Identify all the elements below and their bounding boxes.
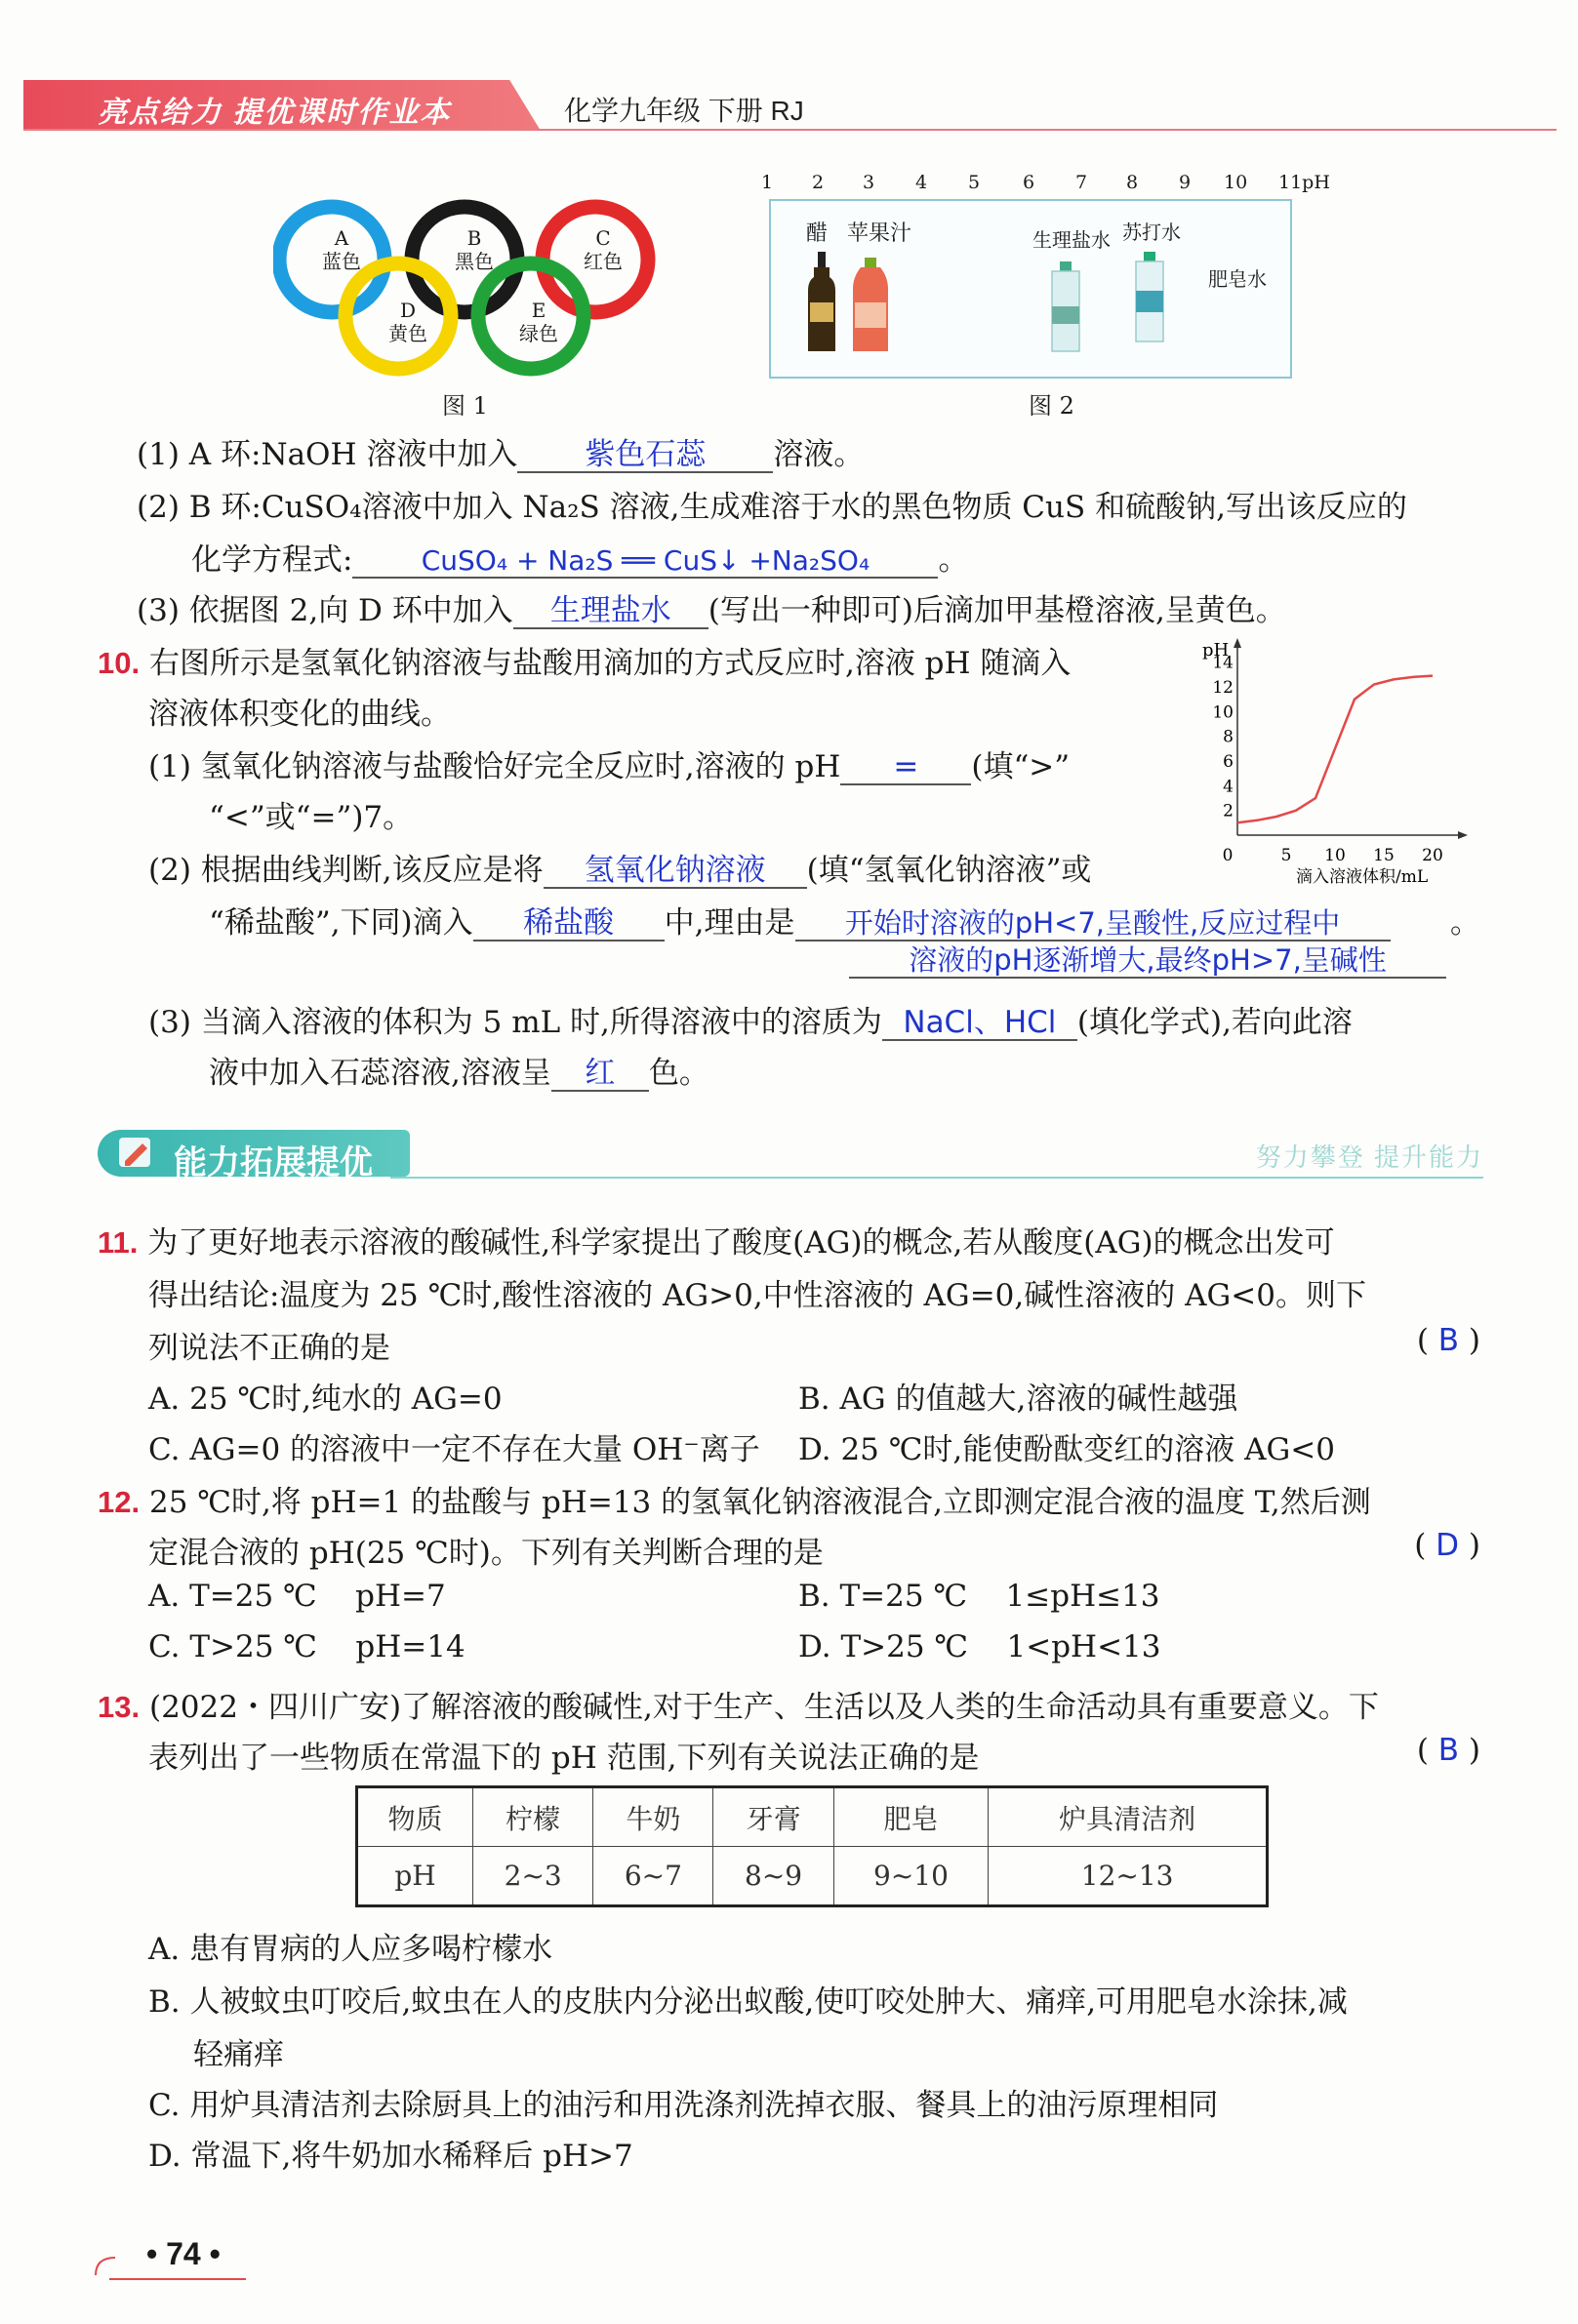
q13-answer: B xyxy=(1437,1733,1460,1768)
figure1-rings xyxy=(273,195,664,390)
q10-answer1: = xyxy=(840,750,971,785)
table-cell: 12~13 xyxy=(989,1847,1268,1906)
x-tick-label: 15 xyxy=(1373,846,1395,865)
table-cell: pH xyxy=(357,1847,473,1906)
y-axis-arrow-icon xyxy=(1234,638,1241,648)
q12-option-b: B. T=25 ℃ 1≤pH≤13 xyxy=(798,1579,1160,1614)
y-tick-label: 2 xyxy=(1223,801,1234,821)
label-saline: 生理盐水 xyxy=(1032,228,1111,252)
q11-answer: B xyxy=(1437,1323,1460,1358)
x-tick-label: 10 xyxy=(1324,846,1346,865)
q10-answer3: 稀盐酸 xyxy=(473,906,665,942)
q12-answer: D xyxy=(1436,1528,1460,1563)
section-title: 能力拓展提优 xyxy=(174,1144,373,1182)
q10-part3-line2: 液中加入石蕊溶液,溶液呈 红 色。 xyxy=(209,1056,709,1091)
ring-c-label: C 红色 xyxy=(584,226,623,273)
q10-part2-line3 xyxy=(849,942,1446,979)
q10-part2: (2) 根据曲线判断,该反应是将 氢氧化钠溶液 (填“氢氧化钠溶液”或 xyxy=(148,853,1092,888)
x-axis-arrow-icon xyxy=(1458,831,1468,839)
q9-answer2: CuSO₄ + Na₂S ══ CuS↓ +Na₂SO₄ xyxy=(352,546,938,579)
q12-answer-bracket: ( D ) xyxy=(1414,1528,1480,1563)
q10-part2-end: 。 xyxy=(1450,905,1480,941)
q9-answer3: 生理盐水 xyxy=(513,594,708,629)
q10-part3: (3) 当滴入溶液的体积为 5 mL 时,所得溶液中的溶质为 NaCl、HCl (填化学式),若向此溶 xyxy=(148,1005,1353,1040)
q12-option-c: C. T>25 ℃ pH=14 xyxy=(148,1629,465,1664)
soda-water-bottle-icon xyxy=(1136,252,1163,341)
table-cell: 牛奶 xyxy=(593,1787,713,1847)
q13-option-c: C. 用炉具清洁剂去除厨具上的油污和用洗涤剂洗掉衣服、餐具上的油污原理相同 xyxy=(148,2088,1219,2123)
q13-answer-bracket: ( B ) xyxy=(1416,1733,1480,1768)
q10-number: 10. xyxy=(98,646,141,680)
q13-option-d: D. 常温下,将牛奶加水稀释后 pH>7 xyxy=(148,2139,633,2174)
q12-stem-line1: 12. 25 ℃时,将 pH=1 的盐酸与 pH=13 的氢氧化钠溶液混合,立即测定混合液的温度 T,然后测 xyxy=(98,1485,1371,1520)
q12-option-d: D. T>25 ℃ 1<pH<13 xyxy=(798,1629,1161,1664)
y-tick-label: 12 xyxy=(1212,678,1234,698)
table-cell: 牙膏 xyxy=(713,1787,833,1847)
label-soap-water: 肥皂水 xyxy=(1208,267,1267,291)
q12-number: 12. xyxy=(98,1485,141,1519)
page-number: • 74 • xyxy=(146,2236,221,2271)
y-tick-label: 6 xyxy=(1223,752,1234,772)
q12-option-a: A. T=25 ℃ pH=7 xyxy=(148,1579,446,1614)
y-tick-label: 10 xyxy=(1212,702,1234,723)
q11-answer-bracket: ( B ) xyxy=(1416,1323,1480,1358)
q13-option-b-line1: B. 人被蚊虫叮咬后,蚊虫在人的皮肤内分泌出蚁酸,使叮咬处肿大、痛痒,可用肥皂水涂抹,减 xyxy=(148,1984,1348,2020)
q11-number: 11. xyxy=(98,1225,139,1260)
apple-juice-bottle-icon xyxy=(853,258,888,351)
q9-part2-line2: 化学方程式: CuSO₄ + Na₂S ══ CuS↓ +Na₂SO₄ 。 xyxy=(191,542,969,578)
table-row xyxy=(357,1847,1268,1906)
ph-curve xyxy=(1237,676,1433,823)
q11-option-c: C. AG=0 的溶液中一定不存在大量 OH⁻离子 xyxy=(148,1432,760,1467)
q10-part1: (1) 氢氧化钠溶液与盐酸恰好完全反应时,溶液的 pH = (填“>” xyxy=(148,749,1071,784)
q10-stem-line1: 10. 右图所示是氢氧化钠溶液与盐酸用滴加的方式反应时,溶液 pH 随滴入 xyxy=(98,646,1072,681)
ph-table xyxy=(355,1785,1269,1907)
figure2-products xyxy=(800,252,1269,359)
section-stripe xyxy=(390,1177,1483,1179)
table-cell: 8~9 xyxy=(713,1847,833,1906)
q9-answer1: 紫色石蕊 xyxy=(517,438,773,473)
header-title: 亮点给力 提优课时作业本 xyxy=(98,97,452,129)
q9-part1: (1) A 环:NaOH 溶液中加入 紫色石蕊 溶液。 xyxy=(137,437,865,472)
ring-b-label: B 黑色 xyxy=(455,226,494,273)
q10-stem-line2: 溶液体积变化的曲线。 xyxy=(148,697,451,732)
table-cell: 9~10 xyxy=(833,1847,989,1906)
q11-stem-line1: 11. 为了更好地表示溶液的酸碱性,科学家提出了酸度(AG)的概念,若从酸度(AG)的概念出发可 xyxy=(98,1225,1335,1261)
x-axis-title: 滴入溶液体积/mL xyxy=(1296,867,1429,887)
table-header-row xyxy=(357,1787,1268,1847)
y-tick-label: 8 xyxy=(1223,727,1234,747)
table-cell: 物质 xyxy=(357,1787,473,1847)
pencil-icon xyxy=(115,1134,158,1173)
table-cell: 炉具清洁剂 xyxy=(989,1787,1268,1847)
y-tick-label: 14 xyxy=(1212,653,1234,673)
section-slogan: 努力攀登 提升能力 xyxy=(1255,1142,1483,1172)
q9-part2-line1: (2) B 环:CuSO₄溶液中加入 Na₂S 溶液,生成难溶于水的黑色物质 CuS 和硫酸钠,写出该反应的 xyxy=(137,490,1407,525)
q13-stem-line2: 表列出了一些物质在常温下的 pH 范围,下列有关说法正确的是 xyxy=(148,1741,980,1776)
q11-option-a: A. 25 ℃时,纯水的 AG=0 xyxy=(148,1382,503,1417)
y-axis-title: pH xyxy=(1202,640,1230,661)
figure1-caption: 图 1 xyxy=(442,392,488,420)
ring-a-label: A 蓝色 xyxy=(322,226,361,273)
label-soda-water: 苏打水 xyxy=(1122,220,1181,244)
table-cell: 肥皂 xyxy=(833,1787,989,1847)
header-subject: 化学九年级 下册 RJ xyxy=(564,96,804,126)
q13-number: 13. xyxy=(98,1690,141,1724)
x-tick-label: 5 xyxy=(1280,846,1292,865)
label-vinegar: 醋 xyxy=(806,221,829,246)
vinegar-bottle-icon xyxy=(808,252,835,351)
x-tick-label: 0 xyxy=(1222,846,1234,865)
q13-option-b-line2: 轻痛痒 xyxy=(193,2037,284,2072)
x-tick-label: 20 xyxy=(1422,846,1443,865)
ring-d-label: D 黄色 xyxy=(388,299,427,345)
q13-option-a: A. 患有胃病的人应多喝柠檬水 xyxy=(148,1932,553,1967)
q10-answer2: 氢氧化钠溶液 xyxy=(544,854,807,889)
y-tick-label: 4 xyxy=(1223,777,1234,797)
q9-part3: (3) 依据图 2,向 D 环中加入 生理盐水 (写出一种即可)后滴加甲基橙溶液,呈黄色。 xyxy=(137,593,1286,628)
q10-part1-line2: “<”或“=”)7。 xyxy=(209,800,414,835)
q10-answer4b: 溶液的pH逐渐增大,最终pH>7,呈碱性 xyxy=(849,945,1446,979)
table-cell: 6~7 xyxy=(593,1847,713,1906)
q10-answer6: 红 xyxy=(551,1057,649,1092)
section-band xyxy=(98,1122,1483,1181)
figure2-caption: 图 2 xyxy=(1029,392,1074,420)
label-apple-juice: 苹果汁 xyxy=(847,221,912,246)
q11-option-b: B. AG 的值越大,溶液的碱性越强 xyxy=(798,1382,1238,1417)
q12-stem-line2: 定混合液的 pH(25 ℃时)。下列有关判断合理的是 xyxy=(148,1536,824,1571)
q10-answer5: NaCl、HCl xyxy=(882,1006,1077,1041)
header-rule xyxy=(23,129,1557,131)
q11-stem-line2: 得出结论:温度为 25 ℃时,酸性溶液的 AG>0,中性溶液的 AG=0,碱性溶液的 AG<0。则下 xyxy=(148,1278,1366,1313)
saline-bottle-icon xyxy=(1052,261,1079,351)
q10-answer4a: 开始时溶液的pH<7,呈酸性,反应过程中 xyxy=(795,908,1391,942)
table-cell: 2~3 xyxy=(473,1847,593,1906)
table-cell: 柠檬 xyxy=(473,1787,593,1847)
q11-stem-line3: 列说法不正确的是 xyxy=(148,1331,390,1366)
ring-e-label: E 绿色 xyxy=(519,299,558,345)
q10-ph-graph xyxy=(1198,634,1481,888)
q13-stem-line1: 13. (2022・四川广安)了解溶液的酸碱性,对于生产、生活以及人类的生命活动具有重要意义。下 xyxy=(98,1690,1379,1725)
q11-option-d: D. 25 ℃时,能使酚酞变红的溶液 AG<0 xyxy=(798,1432,1335,1467)
q10-part2-line2: “稀盐酸”,下同)滴入 稀盐酸 中,理由是 开始时溶液的pH<7,呈酸性,反应过程中 xyxy=(209,898,1391,942)
